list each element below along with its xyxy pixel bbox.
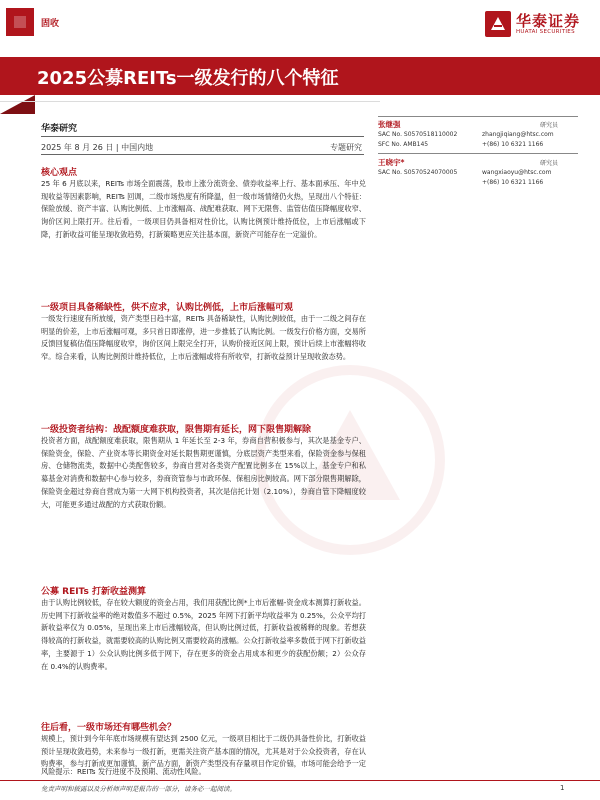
analyst-role: 研究员 xyxy=(540,160,559,167)
logo-text-cn: 华泰证券 xyxy=(515,12,580,30)
logo-text-en: HUATAI SECURITIES xyxy=(515,29,575,35)
report-title: 2025公募REITs一级发行的八个特征 xyxy=(37,68,339,89)
section-paragraph: 由于认购比例较低，存在较大额度的资金占用，我们用获配比例*上市后涨幅-资金成本测算打新收益。历史网下打新收益率的绝对数值多不超过 0.5%，2025 年网下打新平均收益率为 0.25%，公众平均打新收益率仅为 0.05%，呈现出来上市后涨幅较高，但认购比例过低，打新收益被稀释的现象。若想获得较高的打新收益，就需要较高的认购比例又需要较高的涨幅。公众打新收益率多数低于网下打新收益率，主要源于 1）公众认购比例多低于网下，存在更多的资金占用成本和更少的获配份额；2）公众存在 0.4%的认购费率。 xyxy=(41,598,366,671)
footer-disclaimer: 免责声明和披露以及分析师声明是报告的一部分，请务必一起阅读。 xyxy=(41,785,236,793)
banner-fold xyxy=(0,95,35,114)
analyst-email[interactable]: wangxiaoyu@htsc.com xyxy=(482,169,552,176)
analyst-name: 张继强 xyxy=(378,120,401,129)
section-heading: 一级项目具备稀缺性，供不应求，认购比例低，上市后涨幅可观 xyxy=(41,303,294,313)
analyst-sac: SAC No. S0570518110002 xyxy=(378,131,458,138)
analyst-phone: +(86) 10 6321 1166 xyxy=(482,179,544,186)
risk-warning: 风险提示：REITs 发行进度不及预期、流动性风险。 xyxy=(41,767,206,776)
report-type: 专题研究 xyxy=(330,143,362,152)
research-brand: 华泰研究 xyxy=(41,124,78,134)
section-paragraph: 规模上，预计到今年年底市场规模有望达到 2500 亿元，一级项目相比于二级仍具备性价比，打新收益预计呈现收敛趋势，未来参与一级打新，更需关注资产基本面的情况，尤其是对于公众投资者，存在认购费率，参与打新成更加谨慎，新产品方面，新资产类型没有存量项目作定价锚，市场可能会给予一定 xyxy=(41,734,366,769)
analyst-divider xyxy=(378,116,578,117)
section-paragraph: 25 年 6 月底以来，REITs 市场全面震荡，股市上涨分流资金、债券收益率上行、基本面承压、年中兑现收益等因素影响，REITs 回调，二级市场热度有所降温，但一级市场情绪仍火热，呈现出八个特征：保险放缓、资产丰富、认购比例低、上市涨幅高、战配难获取、网下无限售、监管估值压降幅度收窄、询价区间上限打开。往后看，一级项目仍具备相对性价比，认购比例预计维持低位，上市后涨幅或下降，打新收益可能呈现收敛趋势，打新策略更应关注基本面，新资产可能存在一定溢价。 xyxy=(41,179,366,239)
meta-divider-top xyxy=(41,136,364,137)
footer-divider xyxy=(0,780,600,781)
section-heading: 往后看，一级市场还有哪些机会？ xyxy=(41,723,177,733)
section-tag-icon xyxy=(6,8,34,36)
section-paragraph: 一级发行速度有所放缓，资产类型日趋丰富，REITs 具备稀缺性，认购比例较低，由于一二级之间存在明显的价差，上市后涨幅可观，多只首日即涨停，进一步推低了认购比例。一级发行价格方面，交易所反馈回复稿估值压降幅度收窄，询价区间上限完全打开，认购价接近区间上限，预计后续上市涨幅将收窄。综合来看，认购比例预计维持低位，上市后涨幅或将有所收窄，打新收益预计呈现收敛态势。 xyxy=(41,314,366,362)
section-heading: 公募 REITs 打新收益测算 xyxy=(41,587,146,597)
analyst-name: 王晓宇* xyxy=(378,158,405,167)
logo-mark-icon xyxy=(485,11,511,37)
section-label: 固收 xyxy=(41,19,60,29)
section-paragraph: 投资者方面，战配额度难获取，限售期从 1 年延长至 2-3 年，券商自营积极参与，其次是基金专户、保险资金，保险、产业资本等长期资金对延长限售期更谨慎，分底层资产类型来看，保险资金参与保租房、仓储物流类，数据中心类配售较多，券商自营对各类资产配置比例多在 15%以上，基金专户和私募基金对消费和数据中心参与较多，券商资管参与市政环保、保租房比例较高。网下部分限售期解除，保险资金超过券商自营成为第一大网下机构投资者，其次是信托计划（2.10%），券商自管下降幅度较大，可能更多通过战配的方式获取份额。 xyxy=(41,436,366,509)
section-heading: 核心观点 xyxy=(41,168,78,178)
title-divider xyxy=(0,101,380,102)
analyst-phone: +(86) 10 6321 1166 xyxy=(482,141,544,148)
report-date: 2025 年 8 月 26 日 | 中国内地 xyxy=(41,143,154,152)
analyst-sac: SAC No. S0570524070005 xyxy=(378,169,458,176)
analyst-email[interactable]: zhangjiqiang@htsc.com xyxy=(482,131,554,138)
page-number: 1 xyxy=(560,784,565,792)
meta-divider-bottom xyxy=(41,154,364,155)
section-heading: 一级投资者结构：战配额度难获取，限售期有延长，网下限售期解除 xyxy=(41,425,312,435)
analyst-role: 研究员 xyxy=(540,122,559,129)
company-logo xyxy=(485,11,580,37)
analyst-divider xyxy=(378,153,578,154)
analyst-sfc: SFC No. AMB145 xyxy=(378,141,429,148)
